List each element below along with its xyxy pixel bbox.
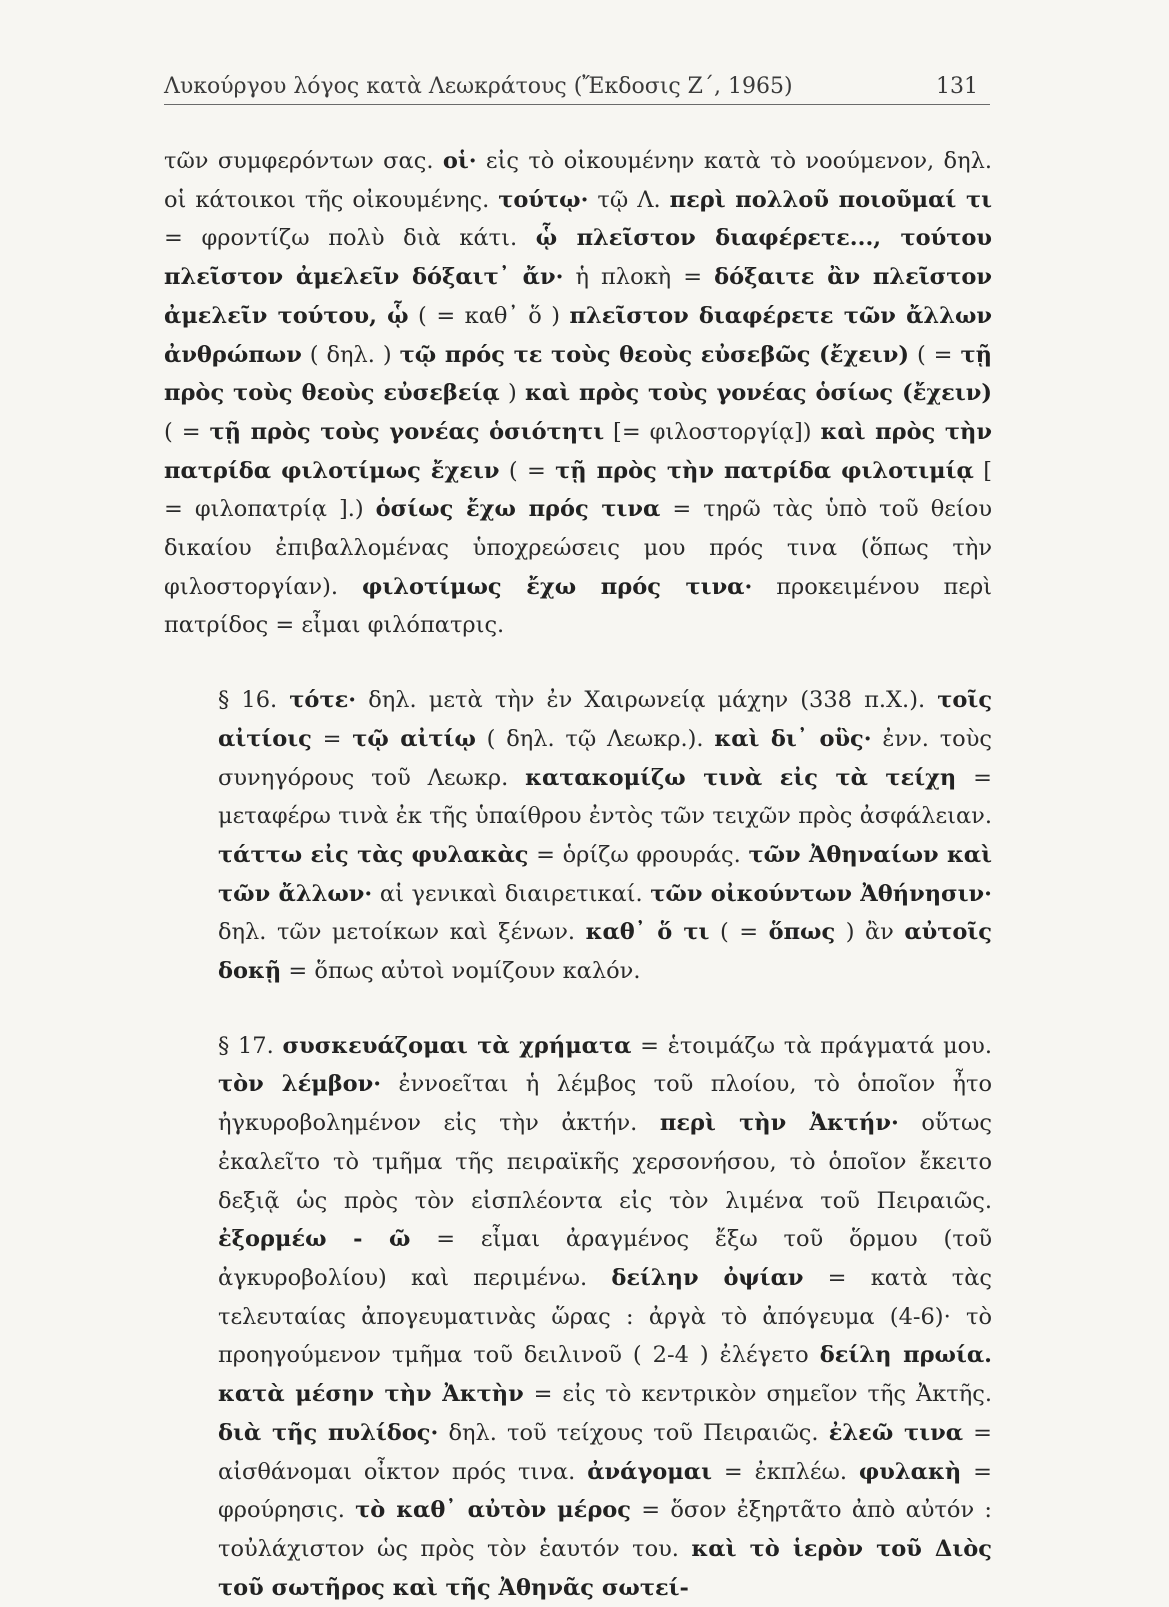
commentary-text: = μεταφέρω τινὰ ἐκ τῆς ὑπαίθρου ἐντὸς τῶν τειχῶν πρὸς ἀσφάλειαν.: [218, 764, 992, 830]
commentary-text: = τηρῶ τὰς ὑπὸ τοῦ θείου δικαίου ἐπιβαλλομένας ὑποχρεώσεις μου πρός τινα (ὅπως τὴν φιλοστοργίαν).: [164, 496, 992, 600]
lemma-term: καὶ δι᾽ οὓς·: [714, 725, 872, 752]
lemma-term: τὸ καθ᾽ αὐτὸν μέρος: [355, 1497, 632, 1524]
lemma-term: ἐλεῶ τινα: [828, 1419, 964, 1446]
commentary-text: ( =: [499, 457, 556, 484]
lemma-term: τότε·: [289, 687, 357, 714]
lemma-term: καὶ τὸ ἱερὸν τοῦ Διὸς τοῦ σωτῆρος καὶ τῆς Ἀθηνᾶς σωτεί-: [218, 1535, 992, 1601]
lemma-term: ᾧ πλεῖστον διαφέρετε..., τούτου πλεῖστον ἀμελεῖν δόξαιτ᾽ ἄν·: [164, 225, 992, 291]
commentary-text: ( =: [709, 919, 769, 946]
commentary-text: = ὅσον ἐξηρτᾶτο ἀπὸ αὐτόν : τοὐλάχιστον ὡς πρὸς τὸν ἑαυτόν του.: [218, 1497, 992, 1562]
header-title: Λυκούργου λόγος κατὰ Λεωκράτους (Ἔκδοσις Ζ´, 1965): [164, 74, 793, 99]
lemma-term: τῶν Ἀθηναίων καὶ τῶν ἄλλων·: [218, 841, 993, 907]
lemma-term: ὁσίως ἔχω πρός τινα: [375, 496, 661, 523]
lemma-term: τῇ πρὸς τοὺς γονέας ὁσιότητι: [209, 418, 605, 445]
lemma-term: καθ᾽ ὅ τι: [585, 919, 710, 946]
lemma-term: διὰ τῆς πυλίδος·: [218, 1419, 439, 1446]
commentary-text: ἡ πλοκὴ =: [563, 264, 715, 291]
commentary-text: ( =: [909, 341, 961, 368]
lemma-term: τῇ πρὸς τὴν πατρίδα φιλοτιμίᾳ: [555, 457, 974, 484]
commentary-text: § 17.: [218, 1032, 283, 1059]
commentary-text: οὕτως ἐκαλεῖτο τὸ τμῆμα τῆς πειραϊκῆς χερσονήσου, τὸ ὁποῖον ἔκειτο δεξιᾷ ὡς πρὸς τὸν εἰσπλέοντα εἰς τὸν λιμένα τοῦ Πειραιῶς.: [218, 1110, 992, 1214]
commentary-text: ( = καθ᾽ ὅ ): [408, 302, 570, 329]
commentary-text: = φροντίζω πολὺ διὰ κάτι.: [164, 225, 536, 252]
commentary-text: = φρούρησις.: [218, 1458, 992, 1524]
commentary-text: τῶν συμφερόντων σας.: [164, 148, 443, 174]
lemma-term: τῷ πρός τε τοὺς θεοὺς εὐσεβῶς (ἔχειν): [399, 341, 909, 368]
commentary-text: [ = φιλοπατρίᾳ ].): [164, 457, 992, 523]
lemma-term: κατακομίζω τινὰ εἰς τὰ τείχη: [525, 764, 957, 791]
lemma-term: συσκευάζομαι τὰ χρήματα: [282, 1032, 632, 1059]
commentary-text: = ὅπως αὐτοὶ νομίζουν καλόν.: [281, 958, 641, 985]
commentary-text: δηλ. μετὰ τὴν ἐν Χαιρωνείᾳ μάχην (338 π.Χ.).: [356, 687, 938, 714]
commentary-text: ): [499, 380, 526, 407]
commentary-text: αἱ γενικαὶ διαιρετικαί.: [372, 880, 651, 907]
commentary-text: εἰς τὸ οἰκουμένην κατὰ τὸ νοούμενον, δηλ. οἱ κάτοικοι τῆς οἰκουμένης.: [164, 148, 992, 213]
commentary-text: = αἰσθάνομαι οἶκτον πρός τινα.: [218, 1419, 992, 1485]
paragraph-17: [164, 1027, 992, 1607]
lemma-term: δείλη πρωία. κατὰ μέσην τὴν Ἀκτὴν: [218, 1342, 992, 1408]
commentary-text: = ἑτοιμάζω τὰ πράγματά μου.: [631, 1032, 992, 1059]
lemma-term: οἱ·: [442, 148, 477, 174]
commentary-text: ( δηλ. τῷ Λεωκρ.).: [475, 725, 715, 752]
lemma-term: τῷ αἰτίῳ: [352, 725, 476, 752]
commentary-text: = κατὰ τὰς τελευταίας ἀπογευματινὰς ὥρας : ἀργὰ τὸ ἀπόγευμα (4-6)· τὸ προηγούμενον τμῆμα τοῦ δειλινοῦ ( 2-4 ) ἐλέγετο: [218, 1264, 992, 1369]
lemma-term: τάττω εἰς τὰς φυλακὰς: [218, 841, 529, 868]
commentary-text: = ἐκπλέω.: [711, 1458, 859, 1485]
commentary-text: = ὁρίζω φρουράς.: [528, 841, 749, 868]
lemma-term: τούτῳ·: [498, 186, 589, 213]
commentary-text: ( δηλ. ): [301, 341, 400, 368]
lemma-term: ἐξορμέω - ῶ: [218, 1226, 411, 1253]
commentary-text: [= φιλοστοργίᾳ]): [604, 418, 821, 445]
lemma-term: φυλακὴ: [858, 1458, 962, 1485]
lemma-term: δόξαιτε ἂν πλεῖστον ἀμελεῖν τούτου, ᾧ: [164, 264, 993, 329]
lemma-term: τῶν οἰκούντων Ἀθήνησιν·: [650, 880, 992, 907]
lemma-term: τοῖς αἰτίοις: [218, 687, 993, 752]
paragraph-1: [164, 142, 992, 645]
commentary-text: δηλ. τῶν μετοίκων καὶ ξένων.: [218, 919, 586, 946]
header-rule: [164, 104, 990, 105]
lemma-term: ἀνάγομαι: [587, 1458, 712, 1485]
paragraph-16: [164, 681, 992, 991]
commentary-text: ἐνν. τοὺς συνηγόρους τοῦ Λεωκρ.: [218, 725, 992, 791]
commentary-text: § 16.: [218, 687, 290, 714]
lemma-term: καὶ πρὸς τὴν πατρίδα φιλοτίμως ἔχειν: [164, 418, 993, 484]
commentary-text: ) ἂν: [835, 919, 905, 946]
lemma-term: καὶ πρὸς τοὺς γονέας ὁσίως (ἔχειν): [525, 380, 992, 407]
lemma-term: τῇ πρὸς τοὺς θεοὺς εὐσεβείᾳ: [164, 341, 992, 407]
commentary-text: =: [311, 725, 353, 752]
commentary-text: δηλ. τοῦ τείχους τοῦ Πειραιῶς.: [438, 1419, 829, 1446]
page-number: 131: [936, 74, 978, 99]
commentary-text: = εἰς τὸ κεντρικὸν σημεῖον τῆς Ἀκτῆς.: [523, 1381, 992, 1408]
page-body: [164, 142, 992, 1607]
lemma-term: περὶ πολλοῦ ποιοῦμαί τι: [669, 186, 992, 213]
lemma-term: περὶ τὴν Ἀκτήν·: [659, 1110, 899, 1137]
commentary-text: ( =: [164, 418, 210, 445]
commentary-text: προκειμένου περὶ πατρίδος = εἶμαι φιλόπατρις.: [164, 573, 992, 639]
commentary-text: = εἶμαι ἀραγμένος ἔξω τοῦ ὅρμου (τοῦ ἀγκυροβολίου) καὶ περιμένω.: [218, 1226, 992, 1291]
lemma-term: αὐτοῖς δοκῇ: [218, 919, 993, 985]
lemma-term: φιλοτίμως ἔχω πρός τινα·: [361, 573, 753, 600]
commentary-text: τῷ Λ.: [588, 186, 670, 213]
lemma-term: πλεῖστον διαφέρετε τῶν ἄλλων ἀνθρώπων: [164, 302, 992, 368]
lemma-term: δείλην ὀψίαν: [611, 1264, 804, 1291]
lemma-term: ὅπως: [768, 919, 836, 946]
lemma-term: τὸν λέμβον·: [218, 1071, 382, 1098]
commentary-text: ἐννοεῖται ἡ λέμβος τοῦ πλοίου, τὸ ὁποῖον ἦτο ἠγκυροβολημένον εἰς τὴν ἀκτήν.: [218, 1071, 992, 1137]
